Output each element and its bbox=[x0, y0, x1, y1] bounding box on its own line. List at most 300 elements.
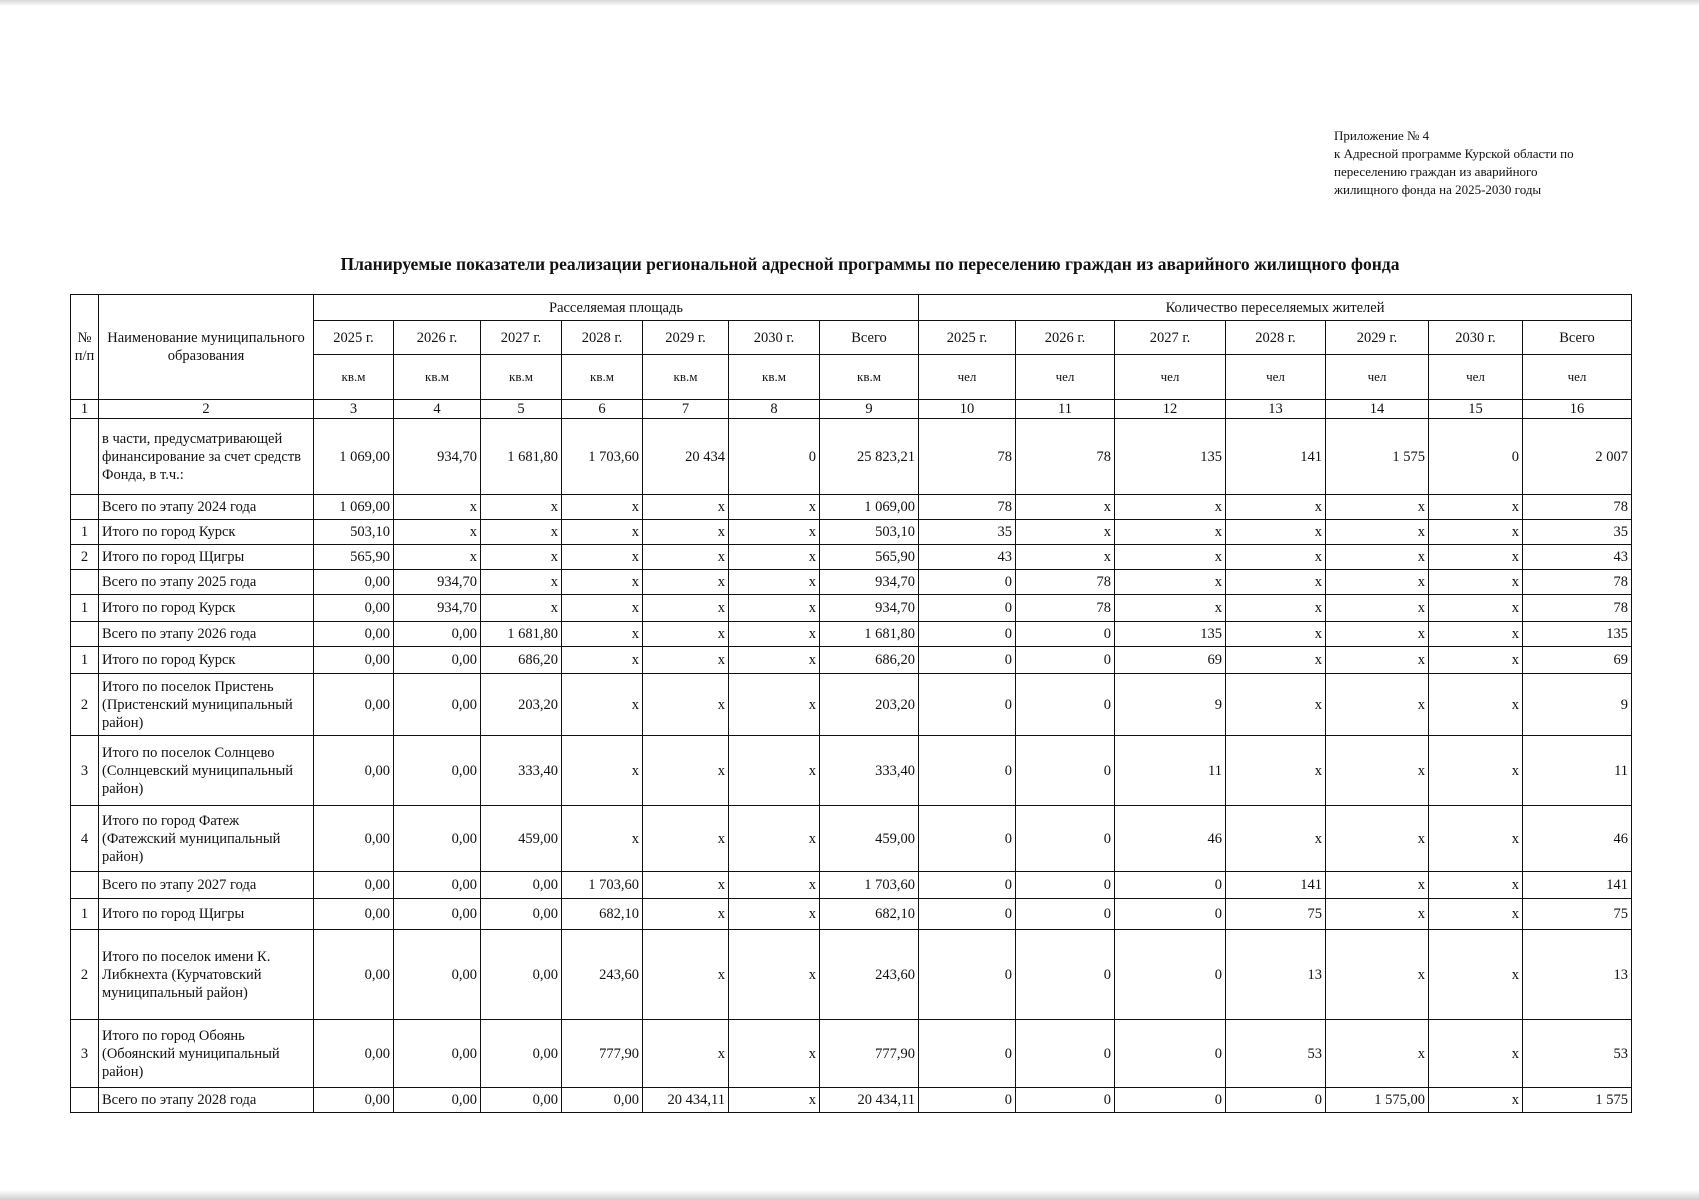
row-value: 1 069,00 bbox=[820, 495, 919, 520]
row-value: 0,00 bbox=[314, 1088, 394, 1113]
row-value: 459,00 bbox=[481, 806, 562, 872]
row-value: 1 575 bbox=[1523, 1088, 1632, 1113]
column-number: 11 bbox=[1016, 400, 1115, 419]
table-row bbox=[71, 419, 1632, 495]
row-value: 0,00 bbox=[314, 622, 394, 647]
row-value: 0 bbox=[1429, 419, 1523, 495]
row-value: 0,00 bbox=[314, 930, 394, 1020]
row-value: x bbox=[643, 622, 729, 647]
row-value: 777,90 bbox=[820, 1020, 919, 1088]
row-value: 682,10 bbox=[562, 899, 643, 930]
row-value: 934,70 bbox=[394, 419, 481, 495]
row-value: 1 681,80 bbox=[820, 622, 919, 647]
row-value: 69 bbox=[1115, 647, 1226, 674]
header-unit-area: кв.м bbox=[729, 355, 820, 400]
row-value: x bbox=[1429, 930, 1523, 1020]
row-value: 75 bbox=[1226, 899, 1326, 930]
row-value: x bbox=[562, 545, 643, 570]
row-value: x bbox=[1326, 520, 1429, 545]
header-year: 2030 г. bbox=[729, 321, 820, 355]
row-value: x bbox=[1429, 872, 1523, 899]
row-value: x bbox=[729, 674, 820, 736]
row-value: x bbox=[643, 595, 729, 622]
row-value: 20 434 bbox=[643, 419, 729, 495]
row-value: x bbox=[1429, 595, 1523, 622]
row-value: x bbox=[729, 899, 820, 930]
row-value: 0,00 bbox=[394, 806, 481, 872]
row-value: 0 bbox=[1016, 899, 1115, 930]
row-value: 0,00 bbox=[481, 930, 562, 1020]
row-value: 0 bbox=[1016, 1088, 1115, 1113]
table-row bbox=[71, 1088, 1632, 1113]
column-number: 4 bbox=[394, 400, 481, 419]
header-unit-people: чел bbox=[1016, 355, 1115, 400]
row-value: 0,00 bbox=[481, 899, 562, 930]
column-number: 3 bbox=[314, 400, 394, 419]
header-year: 2029 г. bbox=[643, 321, 729, 355]
row-value: x bbox=[562, 520, 643, 545]
row-value: 1 575,00 bbox=[1326, 1088, 1429, 1113]
row-value: 0 bbox=[919, 595, 1016, 622]
row-num: 2 bbox=[71, 545, 99, 570]
row-value: x bbox=[729, 872, 820, 899]
row-value: 0,00 bbox=[481, 1020, 562, 1088]
table-row bbox=[71, 520, 1632, 545]
row-value: x bbox=[1429, 520, 1523, 545]
row-value: x bbox=[394, 495, 481, 520]
row-value: 1 681,80 bbox=[481, 419, 562, 495]
column-number: 8 bbox=[729, 400, 820, 419]
row-value: 934,70 bbox=[394, 595, 481, 622]
column-number: 7 bbox=[643, 400, 729, 419]
row-num: 4 bbox=[71, 806, 99, 872]
row-value: 78 bbox=[919, 495, 1016, 520]
row-value: 0 bbox=[919, 899, 1016, 930]
row-value: x bbox=[481, 595, 562, 622]
row-value: x bbox=[643, 736, 729, 806]
row-value: 0 bbox=[919, 930, 1016, 1020]
header-year: Всего bbox=[820, 321, 919, 355]
row-value: x bbox=[1016, 545, 1115, 570]
header-year: 2030 г. bbox=[1429, 321, 1523, 355]
row-value: x bbox=[562, 570, 643, 595]
row-value: x bbox=[729, 570, 820, 595]
row-value: x bbox=[481, 495, 562, 520]
row-name: Всего по этапу 2028 года bbox=[99, 1088, 314, 1113]
header-year: 2029 г. bbox=[1326, 321, 1429, 355]
row-value: 203,20 bbox=[820, 674, 919, 736]
column-number: 13 bbox=[1226, 400, 1326, 419]
column-number: 12 bbox=[1115, 400, 1226, 419]
row-value: x bbox=[643, 930, 729, 1020]
document-title: Планируемые показатели реализации региональной адресной программы по переселению граждан из аварийного жилищного фонда bbox=[340, 254, 1400, 274]
row-value: 0 bbox=[919, 1020, 1016, 1088]
table-row bbox=[71, 622, 1632, 647]
row-value: x bbox=[643, 495, 729, 520]
row-value: 1 575 bbox=[1326, 419, 1429, 495]
header-unit-people: чел bbox=[1523, 355, 1632, 400]
row-value: 0 bbox=[1115, 899, 1226, 930]
row-value: 0,00 bbox=[394, 1020, 481, 1088]
indicators-table bbox=[70, 294, 1632, 1113]
row-value: 0 bbox=[1226, 1088, 1326, 1113]
row-value: 43 bbox=[919, 545, 1016, 570]
row-value: 0,00 bbox=[394, 674, 481, 736]
row-num bbox=[71, 622, 99, 647]
row-value: 78 bbox=[1523, 495, 1632, 520]
row-value: 565,90 bbox=[820, 545, 919, 570]
row-value: x bbox=[394, 545, 481, 570]
row-value: x bbox=[1326, 806, 1429, 872]
row-value: 0 bbox=[919, 872, 1016, 899]
header-unit-people: чел bbox=[1226, 355, 1326, 400]
row-value: 0 bbox=[1115, 872, 1226, 899]
row-name: Итого по поселок Пристень (Пристенский муниципальный район) bbox=[99, 674, 314, 736]
row-value: 35 bbox=[919, 520, 1016, 545]
row-value: x bbox=[1326, 545, 1429, 570]
row-name: Всего по этапу 2027 года bbox=[99, 872, 314, 899]
header-unit-people: чел bbox=[1326, 355, 1429, 400]
row-value: x bbox=[643, 806, 729, 872]
row-value: 686,20 bbox=[481, 647, 562, 674]
row-value: x bbox=[643, 899, 729, 930]
row-name: Итого по город Щигры bbox=[99, 899, 314, 930]
column-number: 15 bbox=[1429, 400, 1523, 419]
row-value: 78 bbox=[1016, 419, 1115, 495]
row-value: x bbox=[1429, 545, 1523, 570]
row-num bbox=[71, 570, 99, 595]
row-value: 777,90 bbox=[562, 1020, 643, 1088]
table-header bbox=[71, 295, 1632, 419]
header-year: 2026 г. bbox=[1016, 321, 1115, 355]
row-num: 2 bbox=[71, 930, 99, 1020]
row-value: 0,00 bbox=[562, 1088, 643, 1113]
column-number: 10 bbox=[919, 400, 1016, 419]
table-row bbox=[71, 1020, 1632, 1088]
row-value: x bbox=[1429, 674, 1523, 736]
row-value: x bbox=[562, 495, 643, 520]
row-value: 0 bbox=[919, 1088, 1016, 1113]
table-row bbox=[71, 647, 1632, 674]
row-value: 0,00 bbox=[314, 899, 394, 930]
table-row bbox=[71, 736, 1632, 806]
row-value: 333,40 bbox=[481, 736, 562, 806]
row-value: 0,00 bbox=[394, 647, 481, 674]
row-value: x bbox=[481, 570, 562, 595]
row-value: 135 bbox=[1115, 622, 1226, 647]
table-row bbox=[71, 570, 1632, 595]
row-value: 0,00 bbox=[314, 1020, 394, 1088]
column-number: 2 bbox=[99, 400, 314, 419]
row-value: 78 bbox=[1523, 595, 1632, 622]
row-value: 0 bbox=[1016, 736, 1115, 806]
table-row bbox=[71, 899, 1632, 930]
row-value: 1 703,60 bbox=[562, 872, 643, 899]
row-name: Всего по этапу 2025 года bbox=[99, 570, 314, 595]
header-year: 2027 г. bbox=[481, 321, 562, 355]
row-value: x bbox=[1326, 736, 1429, 806]
row-num bbox=[71, 495, 99, 520]
row-value: 0,00 bbox=[481, 1088, 562, 1113]
row-value: x bbox=[1326, 1020, 1429, 1088]
row-value: 503,10 bbox=[820, 520, 919, 545]
row-value: x bbox=[643, 872, 729, 899]
row-name: Итого по город Курск bbox=[99, 595, 314, 622]
row-name: Всего по этапу 2024 года bbox=[99, 495, 314, 520]
header-unit-area: кв.м bbox=[562, 355, 643, 400]
row-value: 0 bbox=[1016, 1020, 1115, 1088]
row-value: 243,60 bbox=[820, 930, 919, 1020]
row-value: x bbox=[562, 595, 643, 622]
row-name: Итого по город Щигры bbox=[99, 545, 314, 570]
row-value: 9 bbox=[1523, 674, 1632, 736]
row-value: 9 bbox=[1115, 674, 1226, 736]
row-value: x bbox=[1326, 595, 1429, 622]
table-row bbox=[71, 545, 1632, 570]
appendix-line: жилищного фонда на 2025-2030 годы bbox=[1334, 182, 1542, 197]
row-value: 934,70 bbox=[394, 570, 481, 595]
row-value: 503,10 bbox=[314, 520, 394, 545]
row-value: 1 703,60 bbox=[820, 872, 919, 899]
row-name: Итого по город Курск bbox=[99, 647, 314, 674]
row-value: 1 703,60 bbox=[562, 419, 643, 495]
row-value: 135 bbox=[1523, 622, 1632, 647]
row-name: Итого по поселок имени К. Либкнехта (Курчатовский муниципальный район) bbox=[99, 930, 314, 1020]
row-value: x bbox=[1429, 1020, 1523, 1088]
row-value: 46 bbox=[1115, 806, 1226, 872]
row-value: x bbox=[1326, 674, 1429, 736]
header-name: Наименование муниципального образования bbox=[99, 295, 314, 400]
row-value: 0 bbox=[1115, 1020, 1226, 1088]
header-year: Всего bbox=[1523, 321, 1632, 355]
header-group-people: Количество переселяемых жителей bbox=[919, 295, 1632, 321]
table-row bbox=[71, 930, 1632, 1020]
row-value: x bbox=[1226, 736, 1326, 806]
row-num bbox=[71, 419, 99, 495]
header-row-groups bbox=[71, 295, 1632, 321]
row-value: 0 bbox=[1115, 1088, 1226, 1113]
header-year: 2027 г. bbox=[1115, 321, 1226, 355]
row-value: x bbox=[1226, 674, 1326, 736]
column-number: 6 bbox=[562, 400, 643, 419]
header-unit-area: кв.м bbox=[314, 355, 394, 400]
appendix-line: переселению граждан из аварийного bbox=[1334, 164, 1538, 179]
row-value: x bbox=[562, 622, 643, 647]
row-value: 0,00 bbox=[394, 930, 481, 1020]
row-value: 13 bbox=[1226, 930, 1326, 1020]
row-value: 69 bbox=[1523, 647, 1632, 674]
row-value: x bbox=[1115, 595, 1226, 622]
row-num: 1 bbox=[71, 899, 99, 930]
row-value: 0,00 bbox=[314, 674, 394, 736]
row-value: x bbox=[729, 647, 820, 674]
column-number: 5 bbox=[481, 400, 562, 419]
row-value: 0 bbox=[1016, 930, 1115, 1020]
row-value: 35 bbox=[1523, 520, 1632, 545]
row-value: 78 bbox=[1523, 570, 1632, 595]
row-value: 75 bbox=[1523, 899, 1632, 930]
row-value: x bbox=[1429, 1088, 1523, 1113]
row-value: 0,00 bbox=[481, 872, 562, 899]
row-value: 141 bbox=[1226, 872, 1326, 899]
row-value: x bbox=[1429, 806, 1523, 872]
row-value: x bbox=[729, 806, 820, 872]
row-value: x bbox=[481, 545, 562, 570]
row-value: x bbox=[1429, 622, 1523, 647]
row-value: x bbox=[729, 736, 820, 806]
column-number: 16 bbox=[1523, 400, 1632, 419]
row-value: x bbox=[1115, 570, 1226, 595]
row-value: x bbox=[729, 545, 820, 570]
row-value: 1 681,80 bbox=[481, 622, 562, 647]
row-value: x bbox=[1326, 872, 1429, 899]
row-name: Итого по поселок Солнцево (Солнцевский муниципальный район) bbox=[99, 736, 314, 806]
row-value: 0 bbox=[1016, 647, 1115, 674]
row-value: 11 bbox=[1523, 736, 1632, 806]
header-year: 2028 г. bbox=[1226, 321, 1326, 355]
row-value: x bbox=[1226, 806, 1326, 872]
row-value: x bbox=[729, 930, 820, 1020]
row-value: x bbox=[1326, 930, 1429, 1020]
row-value: 0,00 bbox=[314, 736, 394, 806]
scan-edge-bottom bbox=[0, 1190, 1699, 1200]
row-value: x bbox=[1226, 520, 1326, 545]
row-value: 0,00 bbox=[314, 806, 394, 872]
row-value: 934,70 bbox=[820, 570, 919, 595]
row-num bbox=[71, 1088, 99, 1113]
row-value: 11 bbox=[1115, 736, 1226, 806]
row-value: 203,20 bbox=[481, 674, 562, 736]
header-year: 2026 г. bbox=[394, 321, 481, 355]
row-value: 0 bbox=[919, 674, 1016, 736]
row-value: x bbox=[1429, 899, 1523, 930]
row-name: Итого по город Фатеж (Фатежский муниципальный район) bbox=[99, 806, 314, 872]
row-value: 20 434,11 bbox=[643, 1088, 729, 1113]
row-value: 0 bbox=[919, 622, 1016, 647]
row-value: 78 bbox=[1016, 595, 1115, 622]
row-value: x bbox=[729, 595, 820, 622]
header-year: 2025 г. bbox=[919, 321, 1016, 355]
row-num bbox=[71, 872, 99, 899]
row-value: 686,20 bbox=[820, 647, 919, 674]
row-value: 2 007 bbox=[1523, 419, 1632, 495]
row-value: x bbox=[643, 570, 729, 595]
row-value: 0 bbox=[729, 419, 820, 495]
row-value: 0,00 bbox=[394, 622, 481, 647]
row-value: 0,00 bbox=[314, 570, 394, 595]
row-value: x bbox=[1326, 495, 1429, 520]
header-unit-people: чел bbox=[1115, 355, 1226, 400]
scan-edge-top bbox=[0, 0, 1699, 6]
header-year: 2028 г. bbox=[562, 321, 643, 355]
header-num: № п/п bbox=[71, 295, 99, 400]
row-value: x bbox=[1226, 595, 1326, 622]
row-value: x bbox=[643, 545, 729, 570]
row-value: 0 bbox=[919, 806, 1016, 872]
row-value: x bbox=[562, 736, 643, 806]
row-value: 0 bbox=[1115, 930, 1226, 1020]
header-year: 2025 г. bbox=[314, 321, 394, 355]
row-value: 1 069,00 bbox=[314, 419, 394, 495]
row-value: 135 bbox=[1115, 419, 1226, 495]
table-row bbox=[71, 595, 1632, 622]
row-value: 0 bbox=[1016, 806, 1115, 872]
row-value: x bbox=[643, 647, 729, 674]
row-value: x bbox=[481, 520, 562, 545]
row-value: 0,00 bbox=[394, 1088, 481, 1113]
header-unit-people: чел bbox=[919, 355, 1016, 400]
row-num: 3 bbox=[71, 736, 99, 806]
row-value: x bbox=[643, 674, 729, 736]
row-value: 0,00 bbox=[314, 872, 394, 899]
row-value: 0,00 bbox=[394, 736, 481, 806]
header-unit-area: кв.м bbox=[820, 355, 919, 400]
row-value: x bbox=[1115, 520, 1226, 545]
row-num: 2 bbox=[71, 674, 99, 736]
row-value: 0 bbox=[1016, 622, 1115, 647]
header-unit-people: чел bbox=[1429, 355, 1523, 400]
header-unit-area: кв.м bbox=[481, 355, 562, 400]
row-value: 46 bbox=[1523, 806, 1632, 872]
row-value: 565,90 bbox=[314, 545, 394, 570]
row-value: x bbox=[1429, 736, 1523, 806]
row-value: 459,00 bbox=[820, 806, 919, 872]
row-value: 141 bbox=[1523, 872, 1632, 899]
column-number: 9 bbox=[820, 400, 919, 419]
row-value: x bbox=[1115, 545, 1226, 570]
appendix-line: к Адресной программе Курской области по bbox=[1334, 146, 1574, 161]
row-value: x bbox=[1326, 899, 1429, 930]
row-value: 13 bbox=[1523, 930, 1632, 1020]
row-value: 0,00 bbox=[394, 899, 481, 930]
row-value: x bbox=[1016, 520, 1115, 545]
header-group-area: Расселяемая площадь bbox=[314, 295, 919, 321]
row-name: Итого по город Обоянь (Обоянский муниципальный район) bbox=[99, 1020, 314, 1088]
row-value: 1 069,00 bbox=[314, 495, 394, 520]
row-value: x bbox=[394, 520, 481, 545]
row-value: x bbox=[1115, 495, 1226, 520]
row-value: 43 bbox=[1523, 545, 1632, 570]
row-num: 1 bbox=[71, 647, 99, 674]
row-value: x bbox=[643, 1020, 729, 1088]
row-name: Итого по город Курск bbox=[99, 520, 314, 545]
row-value: x bbox=[729, 1088, 820, 1113]
row-value: x bbox=[1226, 495, 1326, 520]
row-value: 934,70 bbox=[820, 595, 919, 622]
table-row bbox=[71, 495, 1632, 520]
header-unit-area: кв.м bbox=[394, 355, 481, 400]
row-value: x bbox=[643, 520, 729, 545]
header-row-column-numbers bbox=[71, 400, 1632, 419]
column-number: 14 bbox=[1326, 400, 1429, 419]
appendix-line: Приложение № 4 bbox=[1334, 128, 1430, 143]
row-value: x bbox=[1429, 570, 1523, 595]
row-value: 53 bbox=[1523, 1020, 1632, 1088]
row-value: x bbox=[562, 647, 643, 674]
appendix-note bbox=[1334, 127, 1574, 199]
row-value: 78 bbox=[1016, 570, 1115, 595]
row-value: x bbox=[729, 495, 820, 520]
row-value: 682,10 bbox=[820, 899, 919, 930]
row-value: 53 bbox=[1226, 1020, 1326, 1088]
row-value: x bbox=[1429, 647, 1523, 674]
row-value: x bbox=[1326, 647, 1429, 674]
row-value: x bbox=[1429, 495, 1523, 520]
row-value: x bbox=[562, 806, 643, 872]
row-value: x bbox=[562, 674, 643, 736]
header-unit-area: кв.м bbox=[643, 355, 729, 400]
table-row bbox=[71, 674, 1632, 736]
